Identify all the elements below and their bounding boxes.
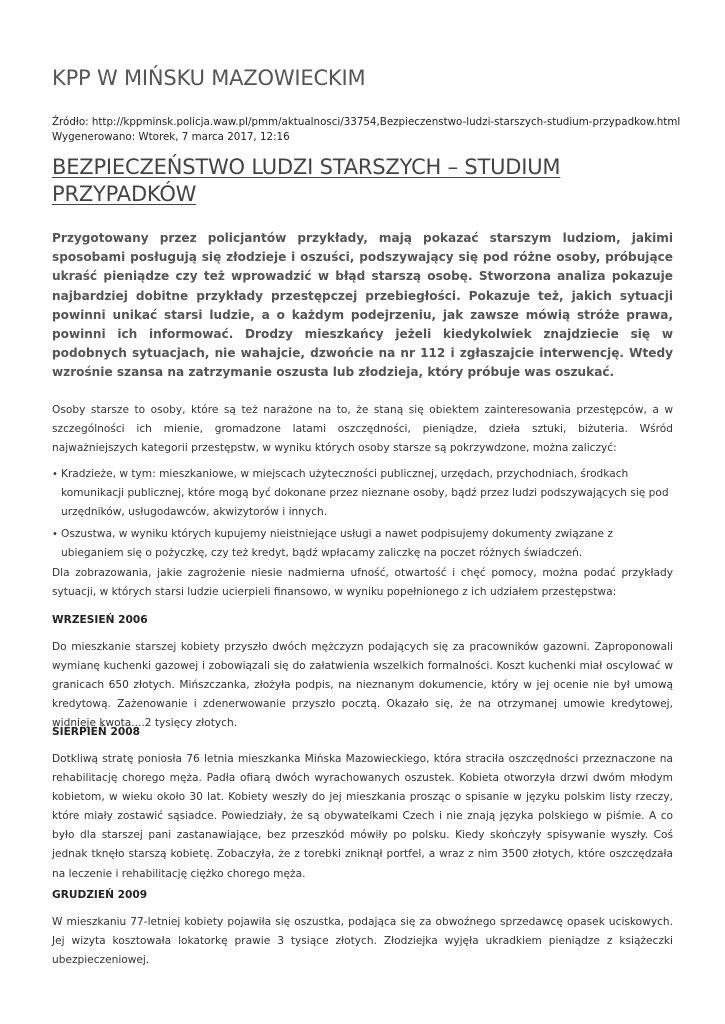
intro-paragraph: Osoby starsze to osoby, które są też narażone na to, że staną się obiektem zainteresowania przestępców, a w szczególności ich mienie, gromadzone latami oszczędności, pieniądze, dzieła sztuki, biżuteria. Wśród najważniejszych kategorii przestępstw, w wyniku których osoby starsze są pokrzywdzone, można zaliczyć:: [52, 404, 673, 455]
case-text: W mieszkaniu 77-letniej kobiety pojawiła się oszustka, podająca się za obwoźnego sprzedawcę opasek uciskowych. Jej wizyta kosztowała lokatorkę prawie 3 tysiące złotych. Złodziejka wyjęła ukradkiem pieniądze z książeczki ubezpieczeniowej.: [52, 916, 673, 967]
list-item: [52, 525, 673, 563]
case-heading: SIERPIEŃ 2008: [52, 726, 140, 738]
case-text: Do mieszkanie starszej kobiety przyszło dwóch mężczyzn podających się za pracowników gazowni. Zaproponowali wymianę kuchenki gazowej i zobowiązali się do załatwienia wszelkich formalności. Koszt kuchenki miał oscylować w granicach 650 złotych. Mińszczanka, złożyła podpis, na nieznanym dokumencie, który w jej ocenie nie był umową kredytową. Zażenowanie i zdenerwowanie przyszło pocztą. Okazało się, że na otrzymanej umowie kredytowej, widnieje kwota....2 tysięcy złotych.: [52, 641, 673, 730]
document-meta: [52, 115, 681, 145]
list-item: [52, 465, 673, 522]
source-line: Źródło: http://kppminsk.policja.waw.pl/pmm/aktualnosci/33754,Bezpieczenstwo-ludzi-starszych-studium-przypadkow.html: [52, 116, 681, 128]
crime-categories-list: [52, 465, 673, 566]
article-lead: Przygotowany przez policjantów przykłady, mają pokazać starszym ludziom, jakimi sposobami posługują się złodzieje i oszuści, podszywający się pod różne osoby, próbujące ukraść pieniądze czy też wprowadzić w błąd starszą osobę. Stworzona analiza pokazuje najbardziej dobitne przykłady przestępczej przebiegłości. Pokazuje też, jakich sytuacji powinni unikać starsi ludzie, a o każdym podejrzeniu, jak zawsze mówią stróże prawa, powinni ich informować. Drodzy mieszkańcy jeżeli kiedykolwiek znajdziecie się w podobnych sytuacjach, nie wahajcie, dzwońcie na nr 112 i zgłaszajcie interwencję. Wtedy wzrośnie szansa na zatrzymanie oszusta lub złodzieja, który próbuje was oszukać.: [52, 231, 673, 380]
generated-line: Wygenerowano: Wtorek, 7 marca 2017, 12:16: [52, 131, 290, 143]
bullet-icon: •: [52, 469, 58, 480]
list-item-text: Kradzieże, w tym: mieszkaniowe, w miejscach użyteczności publicznej, urzędach, przychodniach, środkach komunikacji publicznej, które mogą być dokonane przez nieznane osoby, bądź przez ludzi podszywających się pod urzędników, usługodawców, akwizytorów i innych.: [61, 468, 669, 519]
list-item-text: Oszustwa, w wyniku których kupujemy nieistniejące usługi a nawet podpisujemy dokumenty związane z ubieganiem się o pożyczkę, czy też kredyt, bądź wpłacamy zaliczkę na poczet różnych świadczeń.: [61, 528, 613, 560]
case-heading: WRZESIEŃ 2006: [52, 614, 148, 626]
bullet-icon: •: [52, 529, 58, 541]
case-text: Dotkliwą stratę poniosła 76 letnia mieszkanka Mińska Mazowieckiego, która straciła oszczędności przeznaczone na rehabilitację chorego męża. Padła ofiarą dwóch wyrachowanych oszustek. Kobieta otworzyła drzwi dwóm młodym kobietom, w wieku około 30 lat. Kobiety weszły do jej mieszkania prosząc o spisanie w języku polskim listy rzeczy, które miały zostawić sąsiadce. Powiedziały, że są obywatelkami Czech i nie znają języka polskiego w piśmie. A co było dla starszej pani zastanawiające, bez przeszkód mówiły po polsku. Kiedy skończyły spisywanie wyszły. Coś jednak tknęło starszą kobietę. Zobaczyła, że z torebki zniknął portfel, a wraz z nim 3500 złotych, które oszczędzała na leczenie i rehabilitację ciężko chorego męża.: [52, 753, 673, 880]
case-heading: GRUDZIEŃ 2009: [52, 889, 148, 901]
article-title: BEZPIECZEŃSTWO LUDZI STARSZYCH – STUDIUM PRZYPADKÓW: [52, 155, 561, 206]
illustration-paragraph: Dla zobrazowania, jakie zagrożenie niesie nadmierna ufność, otwartość i chęć pomocy, można podać przykłady sytuacji, w których starsi ludzie ucierpieli finansowo, w wyniku popełnionego z ich udziałem przestępstwa:: [52, 567, 673, 599]
site-title: KPP W MIŃSKU MAZOWIECKIM: [52, 66, 366, 90]
